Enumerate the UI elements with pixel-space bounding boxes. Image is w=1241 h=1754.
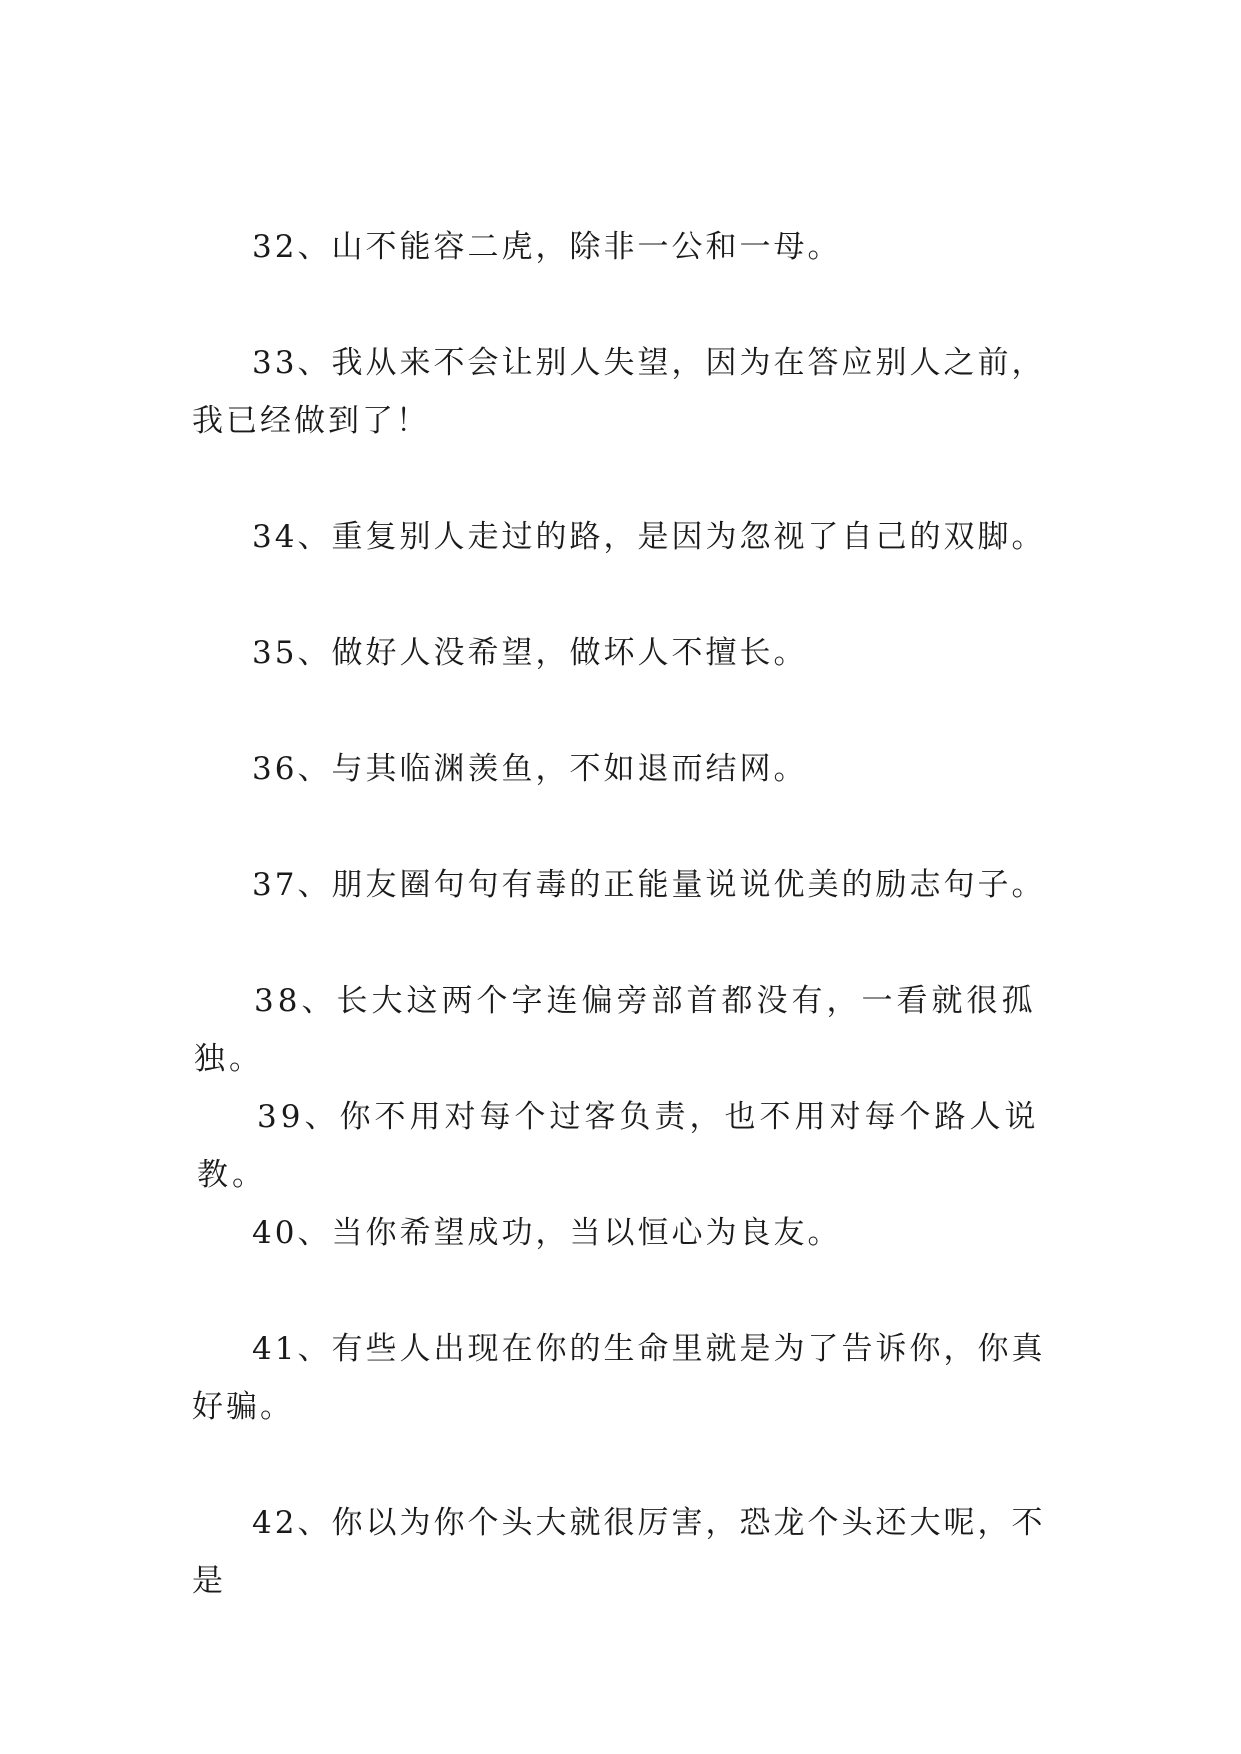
- paragraph-36: 36、与其临渊羡鱼，不如退而结网。: [252, 751, 808, 787]
- paragraph-42: 42、你以为你个头大就很厉害，恐龙个头还大呢，不是: [192, 1505, 1046, 1599]
- paragraph-37: 37、朋友圈句句有毒的正能量说说优美的励志句子。: [252, 867, 1046, 903]
- paragraph-38: 38、长大这两个字连偏旁部首都没有，一看就很孤独。: [194, 983, 1037, 1077]
- paragraph-40: 40、当你希望成功，当以恒心为良友。: [252, 1215, 842, 1251]
- paragraph-33: 33、我从来不会让别人失望，因为在答应别人之前，我已经做到了！: [192, 345, 1046, 439]
- paragraph-32: 32、山不能容二虎，除非一公和一母。: [252, 229, 842, 265]
- paragraph-41: 41、有些人出现在你的生命里就是为了告诉你，你真好骗。: [192, 1331, 1046, 1425]
- paragraph-39: 39、你不用对每个过客负责，也不用对每个路人说教。: [197, 1099, 1040, 1193]
- paragraph-35: 35、做好人没希望，做坏人不擅长。: [252, 635, 808, 671]
- paragraph-34: 34、重复别人走过的路，是因为忽视了自己的双脚。: [252, 519, 1046, 555]
